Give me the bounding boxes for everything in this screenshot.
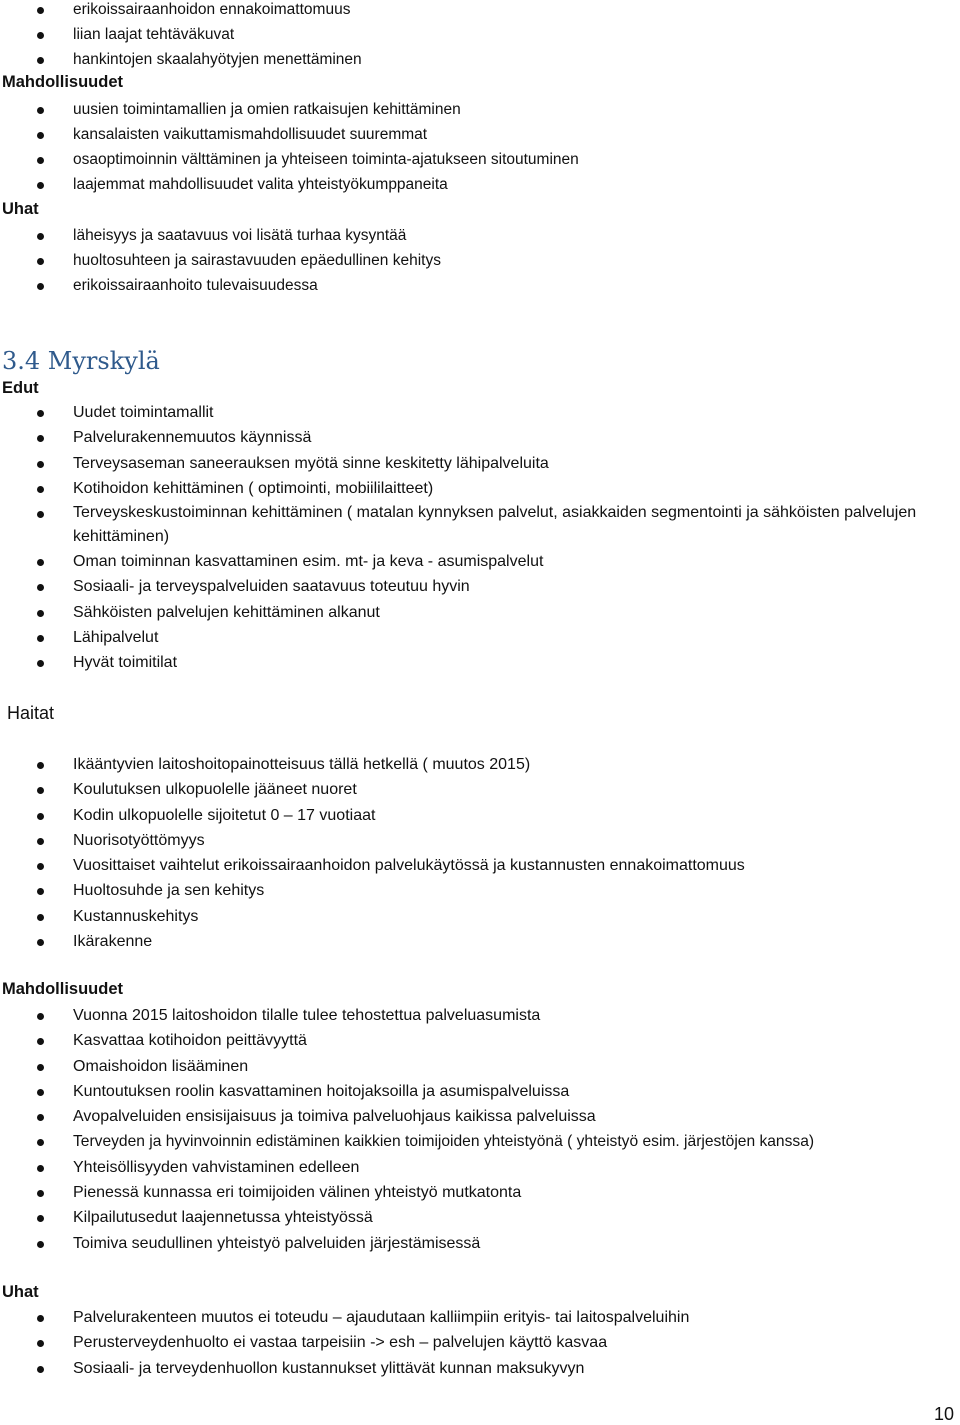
haitat-list — [0, 752, 960, 954]
edut-heading: Edut — [2, 379, 39, 397]
list-item: Yhteisöllisyyden vahvistaminen edelleen — [0, 1155, 960, 1180]
list-item: Huoltosuhde ja sen kehitys — [0, 878, 960, 903]
list-item: Lähipalvelut — [0, 625, 960, 650]
list-item: Kuntoutuksen roolin kasvattaminen hoitojaksoilla ja asumispalveluissa — [0, 1079, 960, 1104]
page-number: 10 — [933, 1404, 954, 1424]
list-item: Koulutuksen ulkopuolelle jääneet nuoret — [0, 777, 960, 802]
list-item: laajemmat mahdollisuudet valita yhteistyökumppaneita — [0, 172, 960, 197]
mahdollisuudet-list — [0, 97, 960, 197]
list-item: Palvelurakennemuutos käynnissä — [0, 425, 960, 450]
list-item: Sosiaali- ja terveydenhuollon kustannukset ylittävät kunnan maksukyvyn — [0, 1356, 960, 1381]
list-item: uusien toimintamallien ja omien ratkaisujen kehittäminen — [0, 97, 960, 122]
haitat-heading: Haitat — [7, 703, 55, 723]
section-title: 3.4 Myrskylä — [2, 347, 160, 375]
list-item: Toimiva seudullinen yhteistyö palveluiden järjestämisessä — [0, 1231, 960, 1256]
mahdollisuudet-list-2 — [0, 1003, 960, 1256]
uhat-heading: Uhat — [2, 200, 39, 218]
list-item: hankintojen skaalahyötyjen menettäminen — [0, 47, 960, 72]
list-item: Sosiaali- ja terveyspalveluiden saatavuus toteutuu hyvin — [0, 574, 960, 599]
list-item: Terveysaseman saneerauksen myötä sinne keskitetty lähipalveluita — [0, 451, 960, 476]
list-item: Terveyden ja hyvinvoinnin edistäminen kaikkien toimijoiden yhteistyönä ( yhteistyö esim. järjestöjen kanssa) — [0, 1129, 960, 1154]
mahdollisuudet-heading-2: Mahdollisuudet — [2, 980, 123, 998]
list-item: liian laajat tehtäväkuvat — [0, 22, 960, 47]
list-item: Kodin ulkopuolelle sijoitetut 0 – 17 vuotiaat — [0, 803, 960, 828]
list-item: Nuorisotyöttömyys — [0, 828, 960, 853]
list-item: Terveyskeskustoiminnan kehittäminen ( matalan kynnyksen palvelut, asiakkaiden segmentointi ja sähköisten palvelujen kehittäminen) — [0, 501, 960, 549]
list-item: osaoptimoinnin välttäminen ja yhteiseen toiminta-ajatukseen sitoutuminen — [0, 147, 960, 172]
list-item: Perusterveydenhuolto ei vastaa tarpeisiin -> esh – palvelujen käyttö kasvaa — [0, 1330, 960, 1355]
list-item: läheisyys ja saatavuus voi lisätä turhaa kysyntää — [0, 223, 960, 248]
uhat-heading-2: Uhat — [2, 1283, 39, 1301]
list-item: Kilpailutusedut laajennetussa yhteistyössä — [0, 1205, 960, 1230]
list-item: Kasvattaa kotihoidon peittävyyttä — [0, 1028, 960, 1053]
list-item: Ikärakenne — [0, 929, 960, 954]
list-item: Pienessä kunnassa eri toimijoiden välinen yhteistyö mutkatonta — [0, 1180, 960, 1205]
list-item: Uudet toimintamallit — [0, 400, 960, 425]
list-item: Kustannuskehitys — [0, 904, 960, 929]
list-item: Vuosittaiset vaihtelut erikoissairaanhoidon palvelukäytössä ja kustannusten ennakoimattomuus — [0, 853, 960, 878]
edut-list — [0, 400, 960, 676]
list-item: Omaishoidon lisääminen — [0, 1054, 960, 1079]
list-item: Palvelurakenteen muutos ei toteudu – ajaudutaan kalliimpiin erityis- tai laitospalveluihin — [0, 1305, 960, 1330]
list-item: Kotihoidon kehittäminen ( optimointi, mobiililaitteet) — [0, 476, 960, 501]
list-item: Sähköisten palvelujen kehittäminen alkanut — [0, 600, 960, 625]
list-item: Oman toiminnan kasvattaminen esim. mt- ja keva - asumispalvelut — [0, 549, 960, 574]
list-item: kansalaisten vaikuttamismahdollisuudet suuremmat — [0, 122, 960, 147]
list-item: huoltosuhteen ja sairastavuuden epäedullinen kehitys — [0, 248, 960, 273]
list-item: Avopalveluiden ensisijaisuus ja toimiva palveluohjaus kaikissa palveluissa — [0, 1104, 960, 1129]
mahdollisuudet-heading: Mahdollisuudet — [2, 73, 123, 91]
list-item: Hyvät toimitilat — [0, 650, 960, 675]
top-bullet-list — [0, 0, 960, 72]
list-item: Vuonna 2015 laitoshoidon tilalle tulee tehostettua palveluasumista — [0, 1003, 960, 1028]
uhat-list — [0, 223, 960, 298]
list-item: erikoissairaanhoidon ennakoimattomuus — [0, 0, 960, 22]
list-item: Ikääntyvien laitoshoitopainotteisuus tällä hetkellä ( muutos 2015) — [0, 752, 960, 777]
uhat-list-2 — [0, 1305, 960, 1381]
list-item: erikoissairaanhoito tulevaisuudessa — [0, 273, 960, 298]
